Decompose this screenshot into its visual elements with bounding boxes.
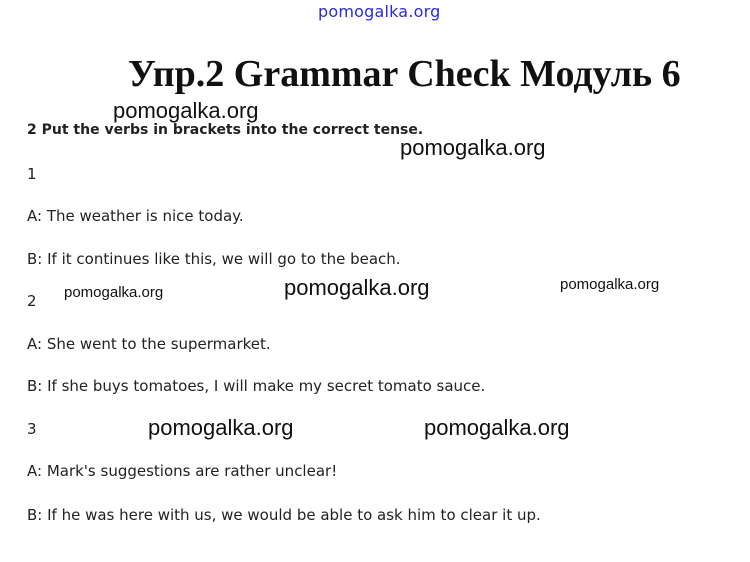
watermark: pomogalka.org [284, 275, 430, 300]
item-number: 2 [27, 292, 37, 310]
watermark: pomogalka.org [113, 98, 259, 123]
exercise-instruction: 2 Put the verbs in brackets into the correct tense. [27, 122, 424, 138]
watermark: pomogalka.org [64, 284, 164, 301]
item-number: 1 [27, 165, 37, 183]
dialogue-line-a: A: Mark's suggestions are rather unclear! [27, 462, 338, 480]
dialogue-line-b: B: If he was here with us, we would be able to ask him to clear it up. [27, 506, 541, 524]
dialogue-line-a: A: She went to the supermarket. [27, 335, 271, 353]
watermark: pomogalka.org [148, 415, 294, 440]
watermark: pomogalka.org [424, 415, 570, 440]
item-number: 3 [27, 420, 37, 438]
dialogue-line-b: B: If it continues like this, we will go to the beach. [27, 250, 401, 268]
watermark-top: pomogalka.org [318, 2, 441, 21]
dialogue-line-b: B: If she buys tomatoes, I will make my secret tomato sauce. [27, 377, 486, 395]
page-title: Упр.2 Grammar Check Модуль 6 [128, 53, 681, 95]
dialogue-line-a: A: The weather is nice today. [27, 207, 244, 225]
watermark: pomogalka.org [560, 276, 660, 293]
watermark: pomogalka.org [400, 135, 546, 160]
